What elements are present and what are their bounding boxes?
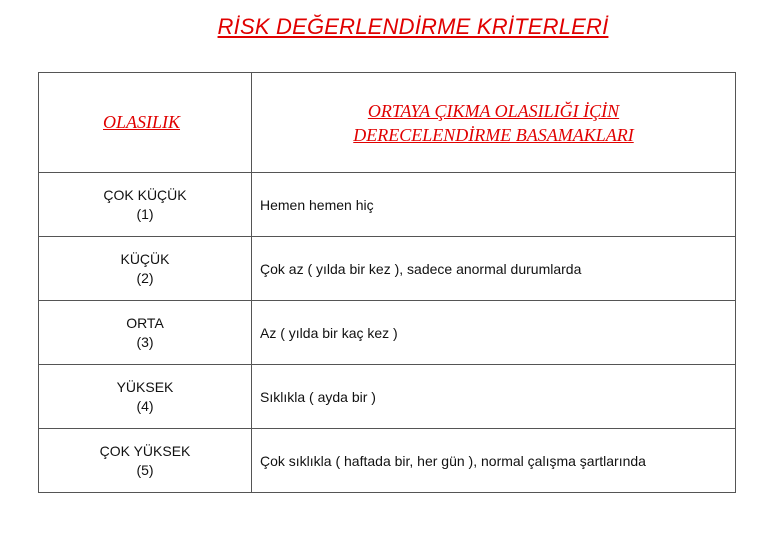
level-name: ORTA bbox=[126, 314, 164, 331]
table-row bbox=[39, 365, 736, 429]
header-rating-steps-line1: ORTAYA ÇIKMA OLASILIĞI İÇİN bbox=[367, 100, 620, 121]
level-cell bbox=[39, 429, 252, 493]
header-rating-steps-line2: DERECELENDİRME BASAMAKLARI bbox=[353, 124, 634, 145]
table-row bbox=[39, 301, 736, 365]
level-score: (2) bbox=[136, 269, 154, 286]
page-title: RİSK DEĞERLENDİRME KRİTERLERİ bbox=[217, 14, 609, 39]
level-name: ÇOK YÜKSEK bbox=[99, 442, 191, 459]
description-cell: Sıklıkla ( ayda bir ) bbox=[252, 365, 736, 429]
header-rating-steps bbox=[252, 73, 736, 173]
level-cell bbox=[39, 301, 252, 365]
table-header-row bbox=[39, 73, 736, 173]
level-name: KÜÇÜK bbox=[120, 250, 170, 267]
risk-criteria-table bbox=[38, 72, 736, 493]
description-cell: Çok sıklıkla ( haftada bir, her gün ), normal çalışma şartlarında bbox=[252, 429, 736, 493]
level-name: YÜKSEK bbox=[116, 378, 174, 395]
table-row bbox=[39, 237, 736, 301]
level-score: (1) bbox=[136, 205, 154, 222]
description-cell: Hemen hemen hiç bbox=[252, 173, 736, 237]
table-row bbox=[39, 429, 736, 493]
description-cell: Çok az ( yılda bir kez ), sadece anormal durumlarda bbox=[252, 237, 736, 301]
level-name: ÇOK KÜÇÜK bbox=[103, 186, 187, 203]
level-cell bbox=[39, 173, 252, 237]
level-cell bbox=[39, 237, 252, 301]
description-cell: Az ( yılda bir kaç kez ) bbox=[252, 301, 736, 365]
level-score: (5) bbox=[136, 461, 154, 478]
level-cell bbox=[39, 365, 252, 429]
header-probability: OLASILIK bbox=[39, 73, 252, 173]
level-score: (4) bbox=[136, 397, 154, 414]
table-row bbox=[39, 173, 736, 237]
level-score: (3) bbox=[136, 333, 154, 350]
